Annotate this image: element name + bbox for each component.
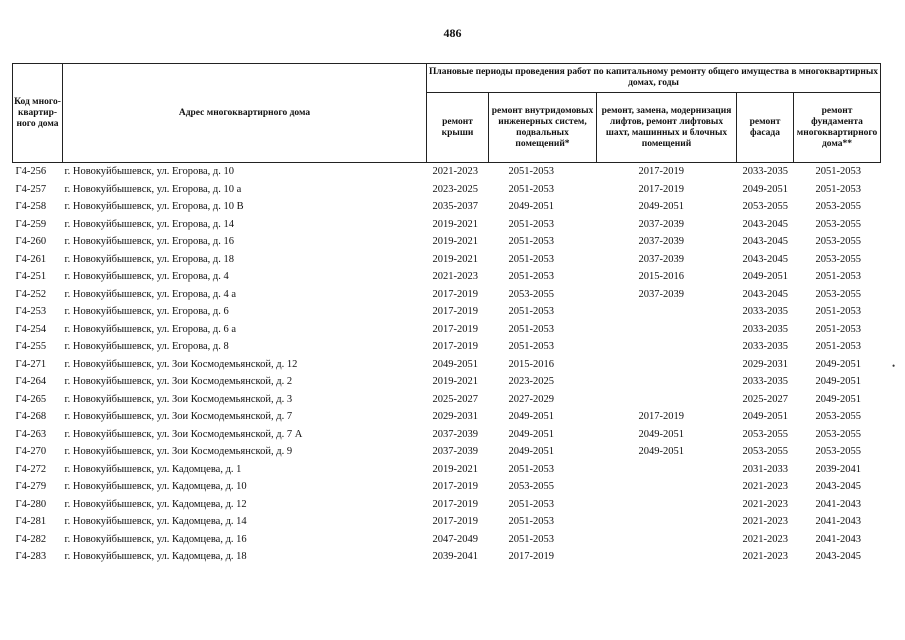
cell-engineering: 2053-2055	[508, 481, 554, 493]
cell-lifts: 2037-2039	[638, 253, 684, 265]
cell-roof: 2017-2019	[432, 481, 478, 493]
cell-code: Г4-254	[15, 323, 47, 335]
table-row	[13, 303, 881, 321]
capital-repair-schedule-table	[12, 63, 881, 566]
cell-address: г. Новокуйбышевск, ул. Егорова, д. 16	[64, 236, 235, 248]
cell-foundation: 2053-2055	[815, 428, 861, 440]
cell-foundation: 2053-2055	[815, 218, 861, 230]
cell-code: Г4-279	[15, 481, 47, 493]
cell-lifts	[597, 303, 737, 321]
cell-code: Г4-256	[15, 166, 47, 178]
cell-facade: 2033-2035	[742, 323, 788, 335]
cell-foundation: 2049-2051	[815, 393, 861, 405]
cell-code: Г4-268	[15, 411, 47, 423]
cell-address: г. Новокуйбышевск, ул. Кадомцева, д. 12	[64, 498, 247, 510]
cell-code: Г4-271	[15, 358, 47, 370]
table-header	[13, 64, 881, 163]
table-row	[13, 251, 881, 269]
cell-facade: 2033-2035	[742, 341, 788, 353]
table-row	[13, 356, 881, 374]
cell-facade: 2021-2023	[742, 498, 788, 510]
cell-engineering: 2051-2053	[508, 166, 554, 178]
table-row	[13, 496, 881, 514]
cell-engineering: 2049-2051	[508, 428, 554, 440]
cell-roof: 2017-2019	[432, 288, 478, 300]
cell-foundation: 2053-2055	[815, 411, 861, 423]
cell-facade: 2049-2051	[742, 411, 788, 423]
cell-engineering: 2051-2053	[508, 183, 554, 195]
cell-engineering: 2015-2016	[508, 358, 554, 370]
cell-address: г. Новокуйбышевск, ул. Кадомцева, д. 10	[64, 481, 247, 493]
cell-address: г. Новокуйбышевск, ул. Зои Космодемьянской, д. 2	[64, 376, 293, 388]
cell-code: Г4-260	[15, 236, 47, 248]
cell-lifts: 2037-2039	[638, 288, 684, 300]
cell-facade: 2033-2035	[742, 166, 788, 178]
cell-facade: 2033-2035	[742, 376, 788, 388]
cell-roof: 2037-2039	[432, 428, 478, 440]
cell-facade: 2025-2027	[742, 393, 788, 405]
cell-roof: 2019-2021	[432, 253, 478, 265]
table-row	[13, 548, 881, 566]
cell-roof: 2019-2021	[432, 236, 478, 248]
cell-foundation: 2043-2045	[815, 481, 861, 493]
table-row	[13, 391, 881, 409]
cell-engineering: 2023-2025	[508, 376, 554, 388]
cell-engineering: 2053-2055	[508, 288, 554, 300]
cell-address: г. Новокуйбышевск, ул. Зои Космодемьянской, д. 7	[64, 411, 293, 423]
cell-roof: 2017-2019	[432, 306, 478, 318]
cell-roof: 2017-2019	[432, 498, 478, 510]
header-facade: ремонт фасада	[737, 93, 794, 163]
cell-foundation: 2051-2053	[815, 306, 861, 318]
cell-facade: 2053-2055	[742, 201, 788, 213]
cell-lifts: 2017-2019	[638, 411, 684, 423]
cell-code: Г4-264	[15, 376, 47, 388]
cell-code: Г4-252	[15, 288, 47, 300]
cell-foundation: 2049-2051	[815, 358, 861, 370]
table-row	[13, 513, 881, 531]
cell-engineering: 2049-2051	[508, 446, 554, 458]
cell-engineering: 2049-2051	[508, 201, 554, 213]
cell-foundation: 2051-2053	[815, 271, 861, 283]
table-row	[13, 233, 881, 251]
cell-lifts: 2037-2039	[638, 236, 684, 248]
cell-address: г. Новокуйбышевск, ул. Егорова, д. 10 а	[64, 183, 242, 195]
cell-roof: 2019-2021	[432, 463, 478, 475]
cell-foundation: 2039-2041	[815, 463, 861, 475]
cell-roof: 2037-2039	[432, 446, 478, 458]
cell-facade: 2049-2051	[742, 271, 788, 283]
table-row	[13, 268, 881, 286]
cell-code: Г4-251	[15, 271, 47, 283]
cell-code: Г4-281	[15, 516, 47, 528]
cell-roof: 2017-2019	[432, 516, 478, 528]
cell-address: г. Новокуйбышевск, ул. Кадомцева, д. 1	[64, 463, 242, 475]
cell-lifts: 2017-2019	[638, 183, 684, 195]
table-row	[13, 408, 881, 426]
table-row	[13, 321, 881, 339]
header-code: Код много-квартир-ного дома	[13, 64, 63, 163]
cell-foundation: 2053-2055	[815, 446, 861, 458]
cell-engineering: 2051-2053	[508, 498, 554, 510]
cell-facade: 2033-2035	[742, 306, 788, 318]
cell-roof: 2017-2019	[432, 341, 478, 353]
cell-address: г. Новокуйбышевск, ул. Егорова, д. 6 а	[64, 323, 237, 335]
table-row	[13, 198, 881, 216]
cell-address: г. Новокуйбышевск, ул. Зои Космодемьянской, д. 3	[64, 393, 293, 405]
cell-code: Г4-257	[15, 183, 47, 195]
cell-foundation: 2043-2045	[815, 551, 861, 563]
cell-facade: 2021-2023	[742, 533, 788, 545]
cell-engineering: 2051-2053	[508, 323, 554, 335]
cell-address: г. Новокуйбышевск, ул. Егорова, д. 10 В	[64, 201, 244, 213]
cell-facade: 2053-2055	[742, 446, 788, 458]
cell-foundation: 2051-2053	[815, 183, 861, 195]
table-row	[13, 163, 881, 181]
cell-address: г. Новокуйбышевск, ул. Егорова, д. 18	[64, 253, 235, 265]
cell-foundation: 2053-2055	[815, 288, 861, 300]
cell-foundation: 2053-2055	[815, 236, 861, 248]
cell-address: г. Новокуйбышевск, ул. Зои Космодемьянской, д. 7 А	[64, 428, 303, 440]
cell-lifts: 2049-2051	[638, 428, 684, 440]
table-row	[13, 338, 881, 356]
cell-lifts	[597, 356, 737, 374]
cell-address: г. Новокуйбышевск, ул. Кадомцева, д. 18	[64, 551, 247, 563]
cell-foundation: 2041-2043	[815, 516, 861, 528]
cell-facade: 2029-2031	[742, 358, 788, 370]
cell-roof: 2029-2031	[432, 411, 478, 423]
header-engineering: ремонт внутридомовых инженерных систем, подвальных помещений*	[489, 93, 597, 163]
cell-lifts	[597, 496, 737, 514]
cell-address: г. Новокуйбышевск, ул. Егорова, д. 4 а	[64, 288, 237, 300]
cell-lifts	[597, 461, 737, 479]
table-row	[13, 478, 881, 496]
cell-engineering: 2051-2053	[508, 516, 554, 528]
cell-engineering: 2051-2053	[508, 533, 554, 545]
table-row	[13, 181, 881, 199]
header-foundation: ремонт фундамента многоквартирного дома**	[794, 93, 881, 163]
cell-code: Г4-253	[15, 306, 47, 318]
cell-engineering: 2049-2051	[508, 411, 554, 423]
cell-facade: 2043-2045	[742, 236, 788, 248]
header-lifts: ремонт, замена, модернизация лифтов, ремонт лифтовых шахт, машинных и блочных помещений	[597, 93, 737, 163]
cell-engineering: 2051-2053	[508, 271, 554, 283]
cell-roof: 2017-2019	[432, 323, 478, 335]
cell-foundation: 2051-2053	[815, 323, 861, 335]
cell-code: Г4-270	[15, 446, 47, 458]
cell-lifts	[597, 513, 737, 531]
cell-code: Г4-259	[15, 218, 47, 230]
cell-address: г. Новокуйбышевск, ул. Егорова, д. 8	[64, 341, 229, 353]
cell-lifts: 2017-2019	[638, 166, 684, 178]
cell-address: г. Новокуйбышевск, ул. Егорова, д. 4	[64, 271, 229, 283]
cell-engineering: 2051-2053	[508, 236, 554, 248]
cell-roof: 2025-2027	[432, 393, 478, 405]
cell-facade: 2021-2023	[742, 481, 788, 493]
cell-roof: 2021-2023	[432, 271, 478, 283]
cell-engineering: 2051-2053	[508, 218, 554, 230]
cell-address: г. Новокуйбышевск, ул. Егорова, д. 10	[64, 166, 235, 178]
cell-lifts: 2015-2016	[638, 271, 684, 283]
cell-lifts: 2037-2039	[638, 218, 684, 230]
header-planned-periods: Плановые периоды проведения работ по капитальному ремонту общего имущества в многоквартирных домах, годы	[427, 64, 881, 93]
cell-facade: 2031-2033	[742, 463, 788, 475]
cell-facade: 2053-2055	[742, 428, 788, 440]
cell-foundation: 2041-2043	[815, 533, 861, 545]
cell-foundation: 2053-2055	[815, 253, 861, 265]
header-address: Адрес многоквартирного дома	[63, 64, 427, 163]
cell-code: Г4-282	[15, 533, 47, 545]
cell-roof: 2023-2025	[432, 183, 478, 195]
cell-roof: 2047-2049	[432, 533, 478, 545]
cell-engineering: 2051-2053	[508, 341, 554, 353]
cell-engineering: 2027-2029	[508, 393, 554, 405]
cell-lifts	[597, 321, 737, 339]
table-row	[13, 373, 881, 391]
table-body	[13, 163, 881, 566]
cell-engineering: 2051-2053	[508, 306, 554, 318]
cell-address: г. Новокуйбышевск, ул. Кадомцева, д. 16	[64, 533, 247, 545]
cell-facade: 2049-2051	[742, 183, 788, 195]
cell-lifts: 2049-2051	[638, 201, 684, 213]
cell-facade: 2043-2045	[742, 288, 788, 300]
cell-address: г. Новокуйбышевск, ул. Егорова, д. 14	[64, 218, 235, 230]
cell-foundation: 2049-2051	[815, 376, 861, 388]
cell-foundation: 2051-2053	[815, 166, 861, 178]
cell-address: г. Новокуйбышевск, ул. Егорова, д. 6	[64, 306, 229, 318]
cell-code: Г4-283	[15, 551, 47, 563]
cell-lifts: 2049-2051	[638, 446, 684, 458]
page-number: 486	[443, 26, 462, 40]
cell-foundation: 2041-2043	[815, 498, 861, 510]
table-row	[13, 426, 881, 444]
cell-roof: 2039-2041	[432, 551, 478, 563]
cell-lifts	[597, 548, 737, 566]
cell-lifts	[597, 373, 737, 391]
table-row	[13, 216, 881, 234]
cell-code: Г4-272	[15, 463, 47, 475]
cell-code: Г4-258	[15, 201, 47, 213]
cell-code: Г4-265	[15, 393, 47, 405]
cell-engineering: 2051-2053	[508, 253, 554, 265]
cell-foundation: 2051-2053	[815, 341, 861, 353]
cell-foundation: 2053-2055	[815, 201, 861, 213]
cell-engineering: 2017-2019	[508, 551, 554, 563]
cell-address: г. Новокуйбышевск, ул. Кадомцева, д. 14	[64, 516, 247, 528]
table-row	[13, 286, 881, 304]
cell-code: Г4-280	[15, 498, 47, 510]
margin-mark: •	[892, 361, 896, 371]
header-roof: ремонт крыши	[427, 93, 489, 163]
cell-lifts	[597, 338, 737, 356]
cell-lifts	[597, 531, 737, 549]
cell-roof: 2035-2037	[432, 201, 478, 213]
cell-address: г. Новокуйбышевск, ул. Зои Космодемьянской, д. 12	[64, 358, 298, 370]
cell-roof: 2021-2023	[432, 166, 478, 178]
cell-engineering: 2051-2053	[508, 463, 554, 475]
cell-lifts	[597, 478, 737, 496]
cell-roof: 2019-2021	[432, 376, 478, 388]
table-row	[13, 461, 881, 479]
cell-address: г. Новокуйбышевск, ул. Зои Космодемьянской, д. 9	[64, 446, 293, 458]
table-row	[13, 531, 881, 549]
cell-facade: 2021-2023	[742, 516, 788, 528]
cell-code: Г4-261	[15, 253, 47, 265]
cell-code: Г4-263	[15, 428, 47, 440]
cell-facade: 2021-2023	[742, 551, 788, 563]
table-row	[13, 443, 881, 461]
cell-roof: 2019-2021	[432, 218, 478, 230]
cell-lifts	[597, 391, 737, 409]
cell-code: Г4-255	[15, 341, 47, 353]
cell-facade: 2043-2045	[742, 218, 788, 230]
cell-roof: 2049-2051	[432, 358, 478, 370]
cell-facade: 2043-2045	[742, 253, 788, 265]
